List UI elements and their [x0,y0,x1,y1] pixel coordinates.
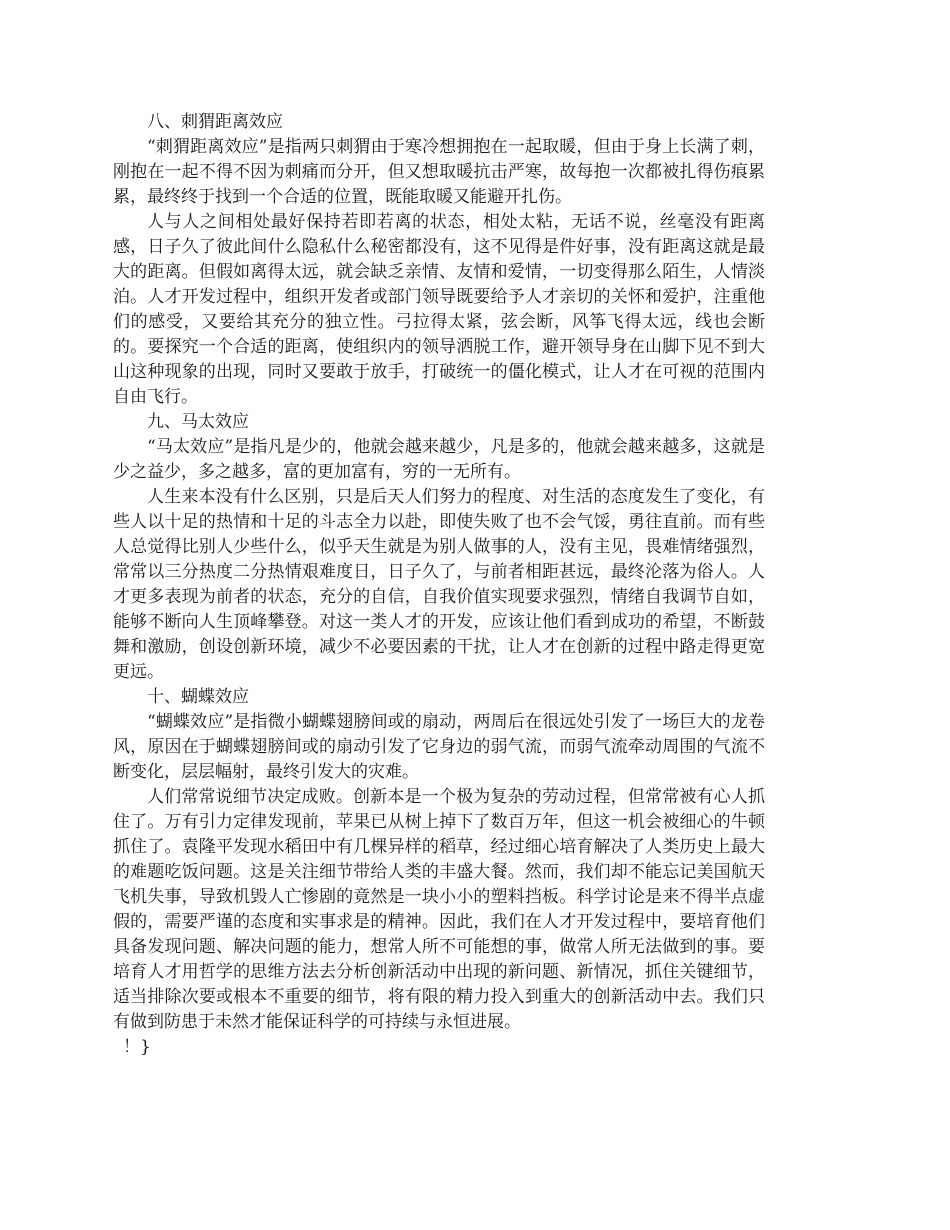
paragraph-butterfly-discussion: 人们常常说细节决定成败。创新本是一个极为复杂的劳动过程，但常常被有心人抓住了。万有引力定律发现前，苹果已从树上掉下了数百万年，但这一机会被细心的牛顿抓住了。袁隆平发现水稻田中有几棵异样的稻草，经过细心培育解决了人类历史上最大的难题吃饭问题。这是关注细节带给人类的丰盛大餐。然而，我们却不能忘记美国航天飞机失事，导致机毁人亡惨剧的竟然是一块小小的塑料挡板。科学讨论是来不得半点虚假的，需要严谨的态度和实事求是的精神。因此，我们在人才开发过程中，要培育他们具备发现问题、解决问题的能力，想常人所不可能想的事，做常人所无法做到的事。要培育人才用哲学的思维方法去分析创新活动中出现的新问题、新情况，抓住关键细节，适当排除次要或根本不重要的细节，将有限的精力投入到重大的创新活动中去。我们只有做到防患于未然才能保证科学的可持续与永恒进展。 [113,787,765,1032]
document-body [113,110,765,1060]
paragraph-hedgehog-definition: “刺猬距离效应”是指两只刺猬由于寒冷想拥抱在一起取暖，但由于身上长满了刺，刚抱在一起不得不因为刺痛而分开，但又想取暖抗击严寒，故每抱一次都被扎得伤痕累累，最终终于找到一个合适的位置，既能取暖又能避开扎伤。 [113,137,765,207]
section-heading-butterfly: 十、蝴蝶效应 [147,687,249,707]
paragraph-matthew-discussion: 人生来本没有什么区别，只是后天人们努力的程度、对生活的态度发生了变化，有些人以十足的热情和十足的斗志全力以赴，即使失败了也不会气馁，勇往直前。而有些人总觉得比别人少些什么，似乎天生就是为别人做事的人，没有主见，畏难情绪强烈，常常以三分热度二分热情艰难度日，日子久了，与前者相距甚远，最终沦落为俗人。人才更多表现为前者的状态，充分的自信，自我价值实现要求强烈，情绪自我调节自如，能够不断向人生顶峰攀登。对这一类人才的开发，应该让他们看到成功的希望，不断鼓舞和激励，创设创新环境，减少不必要因素的干扰，让人才在创新的过程中路走得更宽更远。 [113,487,765,682]
paragraph-hedgehog-discussion: 人与人之间相处最好保持若即若离的状态，相处太粘，无话不说，丝毫没有距离感，日子久了彼此间什么隐私什么秘密都没有，这不见得是件好事，没有距离这就是最大的距离。但假如离得太远，就会缺乏亲情、友情和爱情，一切变得那么陌生，人情淡泊。人才开发过程中，组织开发者或部门领导既要给予人才亲切的关怀和爱护，注重他们的感受，又要给其充分的独立性。弓拉得太紧，弦会断，风筝飞得太远，线也会断的。要探究一个合适的距离，使组织内的领导洒脱工作，避开领导身在山脚下见不到大山这种现象的出现，同时又要敢于放手，打破统一的僵化模式，让人才在可视的范围内自由飞行。 [113,212,765,407]
paragraph-matthew-definition: “马太效应”是指凡是少的，他就会越来越少，凡是多的，他就会越来越多，这就是少之益少，多之越多，富的更加富有，穷的一无所有。 [113,437,765,482]
section-heading-matthew: 九、马太效应 [147,412,249,432]
section-heading-hedgehog: 八、刺猬距离效应 [147,112,283,132]
paragraph-butterfly-definition: “蝴蝶效应”是指微小蝴蝶翅膀间或的扇动，两周后在很远处引发了一场巨大的龙卷风，原因在于蝴蝶翅膀间或的扇动引发了它身边的弱气流，而弱气流牵动周围的气流不断变化，层层幅射，最终引发大的灾难。 [113,712,765,782]
trailing-text: ！} [123,1037,151,1057]
